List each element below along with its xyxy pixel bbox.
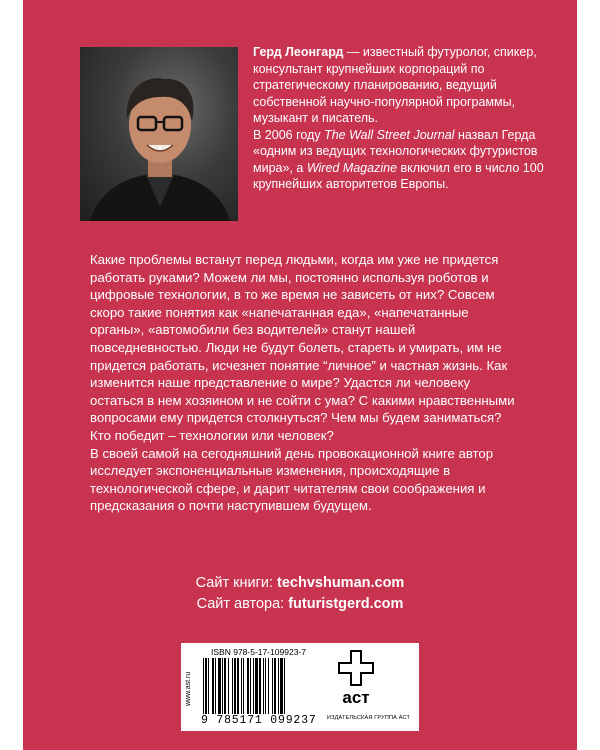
- wired-name: Wired Magazine: [306, 160, 398, 175]
- author-site-label: Сайт автора:: [196, 596, 289, 612]
- author-site-url: futuristgerd.com: [288, 596, 404, 612]
- description-paragraph-2: В своей самой на сегодняшний день провокационной книге автор исследует экспоненциальные изменения, происходящие в технологической сфере, и дарит читателям свои соображения и предсказания о почти наступившем будущем.: [90, 445, 494, 514]
- author-photo: [80, 47, 238, 221]
- bio-text-pre: В 2006 году: [253, 127, 325, 142]
- isbn-label: ISBN 978-5-17-109923-7: [211, 647, 306, 657]
- websites: [23, 573, 577, 615]
- book-description: [90, 251, 520, 515]
- bio-text-post: включил его в число 100 крупнейших авторитетов Европы.: [253, 160, 544, 191]
- barcode-bars: [203, 658, 321, 714]
- barcode-panel: [181, 643, 419, 731]
- publisher-website: www.ast.ru: [185, 671, 192, 707]
- book-site-url: techvshuman.com: [277, 575, 405, 591]
- author-bio: [253, 44, 553, 193]
- publisher-name: ИЗДАТЕЛЬСКАЯ ГРУППА АСТ: [326, 715, 411, 721]
- barcode-digits: 9 785171 099237: [201, 714, 317, 727]
- wsj-name: The Wall Street Journal: [324, 127, 455, 142]
- description-paragraph-1: Какие проблемы встанут перед людьми, когда им уже не придется работать руками? Можем ли мы, постоянно используя роботов и цифровые технологии, в то же время не зависеть от них? Совсем скоро такие понятия как «напечатанная еда», «напечатанные органы», «автомобили без водителей» станут нашей повседневностью. Люди не будут болеть, стареть и умирать, им не придется работать, исчезнет понятие “личное” и частная жизнь. Как изменится наше представление о мире? Удастся ли человеку остаться в нем хозяином и не сойти с ума? С какими нравственными вопросами ему придется столкнуться? Чем мы будем заниматься? Кто победит – технологии или человек?: [90, 252, 515, 443]
- ast-logo-text: аст: [342, 688, 370, 707]
- back-cover: [23, 0, 577, 750]
- author-bio-intro: — известный футуролог, спикер, консультант крупнейших корпораций по стратегическому планированию, ведущий собственной научно-популярной программы, музыкант и писатель.: [253, 45, 537, 125]
- author-site-line: [23, 594, 577, 615]
- book-site-line: [23, 573, 577, 594]
- ast-logo-icon: [333, 649, 379, 711]
- bio-text-mid: назвал Герда «одним из ведущих технологических футуристов мира», а: [253, 127, 538, 175]
- author-bio-paragraph-2: [253, 127, 553, 193]
- author-name: Герд Леонгард: [253, 45, 344, 59]
- author-bio-paragraph-1: [253, 44, 553, 127]
- book-site-label: Сайт книги:: [195, 575, 278, 591]
